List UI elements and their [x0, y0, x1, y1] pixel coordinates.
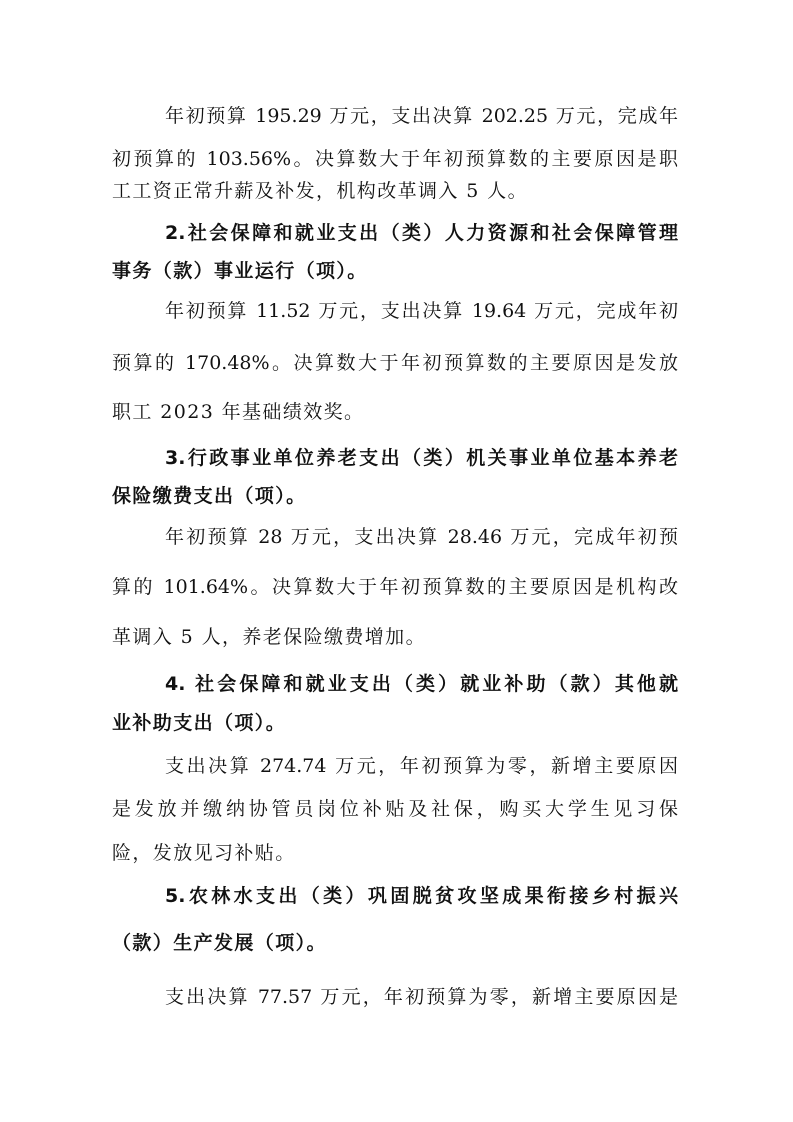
section-heading-line: 事务（款）事业运行（项）。	[112, 260, 368, 282]
body-text-line: 职工 2023 年基础绩效奖。	[112, 401, 365, 423]
body-text-line: 险，发放见习补贴。	[112, 842, 296, 864]
body-text-line: 支出决算 77.57 万元，年初预算为零，新增主要原因是	[165, 986, 678, 1008]
body-text-line: 年初预算 11.52 万元，支出决算 19.64 万元，完成年初	[165, 300, 678, 322]
body-text-line: 初预算的 103.56%。决算数大于年初预算数的主要原因是职	[112, 148, 678, 170]
body-text-line: 是发放并缴纳协管员岗位补贴及社保，购买大学生见习保	[112, 798, 678, 820]
body-text-line: 年初预算 28 万元，支出决算 28.46 万元，完成年初预	[165, 526, 678, 548]
body-text-line: 预算的 170.48%。决算数大于年初预算数的主要原因是发放	[112, 352, 678, 374]
section-heading-line: 4. 社会保障和就业支出（类）就业补助（款）其他就	[165, 673, 678, 695]
body-text-line: 算的 101.64%。决算数大于年初预算数的主要原因是机构改	[112, 576, 678, 598]
section-heading-line: 5.农林水支出（类）巩固脱贫攻坚成果衔接乡村振兴	[165, 885, 678, 907]
body-text-line: 年初预算 195.29 万元，支出决算 202.25 万元，完成年	[165, 105, 678, 127]
section-heading-line: （款）生产发展（项）。	[112, 932, 327, 954]
body-text-line: 工工资正常升薪及补发，机构改革调入 5 人。	[112, 180, 528, 202]
section-heading-line: 2.社会保障和就业支出（类）人力资源和社会保障管理	[165, 222, 678, 244]
section-heading-line: 3.行政事业单位养老支出（类）机关事业单位基本养老	[165, 447, 678, 469]
body-text-line: 革调入 5 人，养老保险缴费增加。	[112, 626, 426, 648]
body-text-line: 支出决算 274.74 万元，年初预算为零，新增主要原因	[165, 755, 678, 777]
section-heading-line: 保险缴费支出（项）。	[112, 485, 307, 507]
section-heading-line: 业补助支出（项）。	[112, 712, 287, 734]
